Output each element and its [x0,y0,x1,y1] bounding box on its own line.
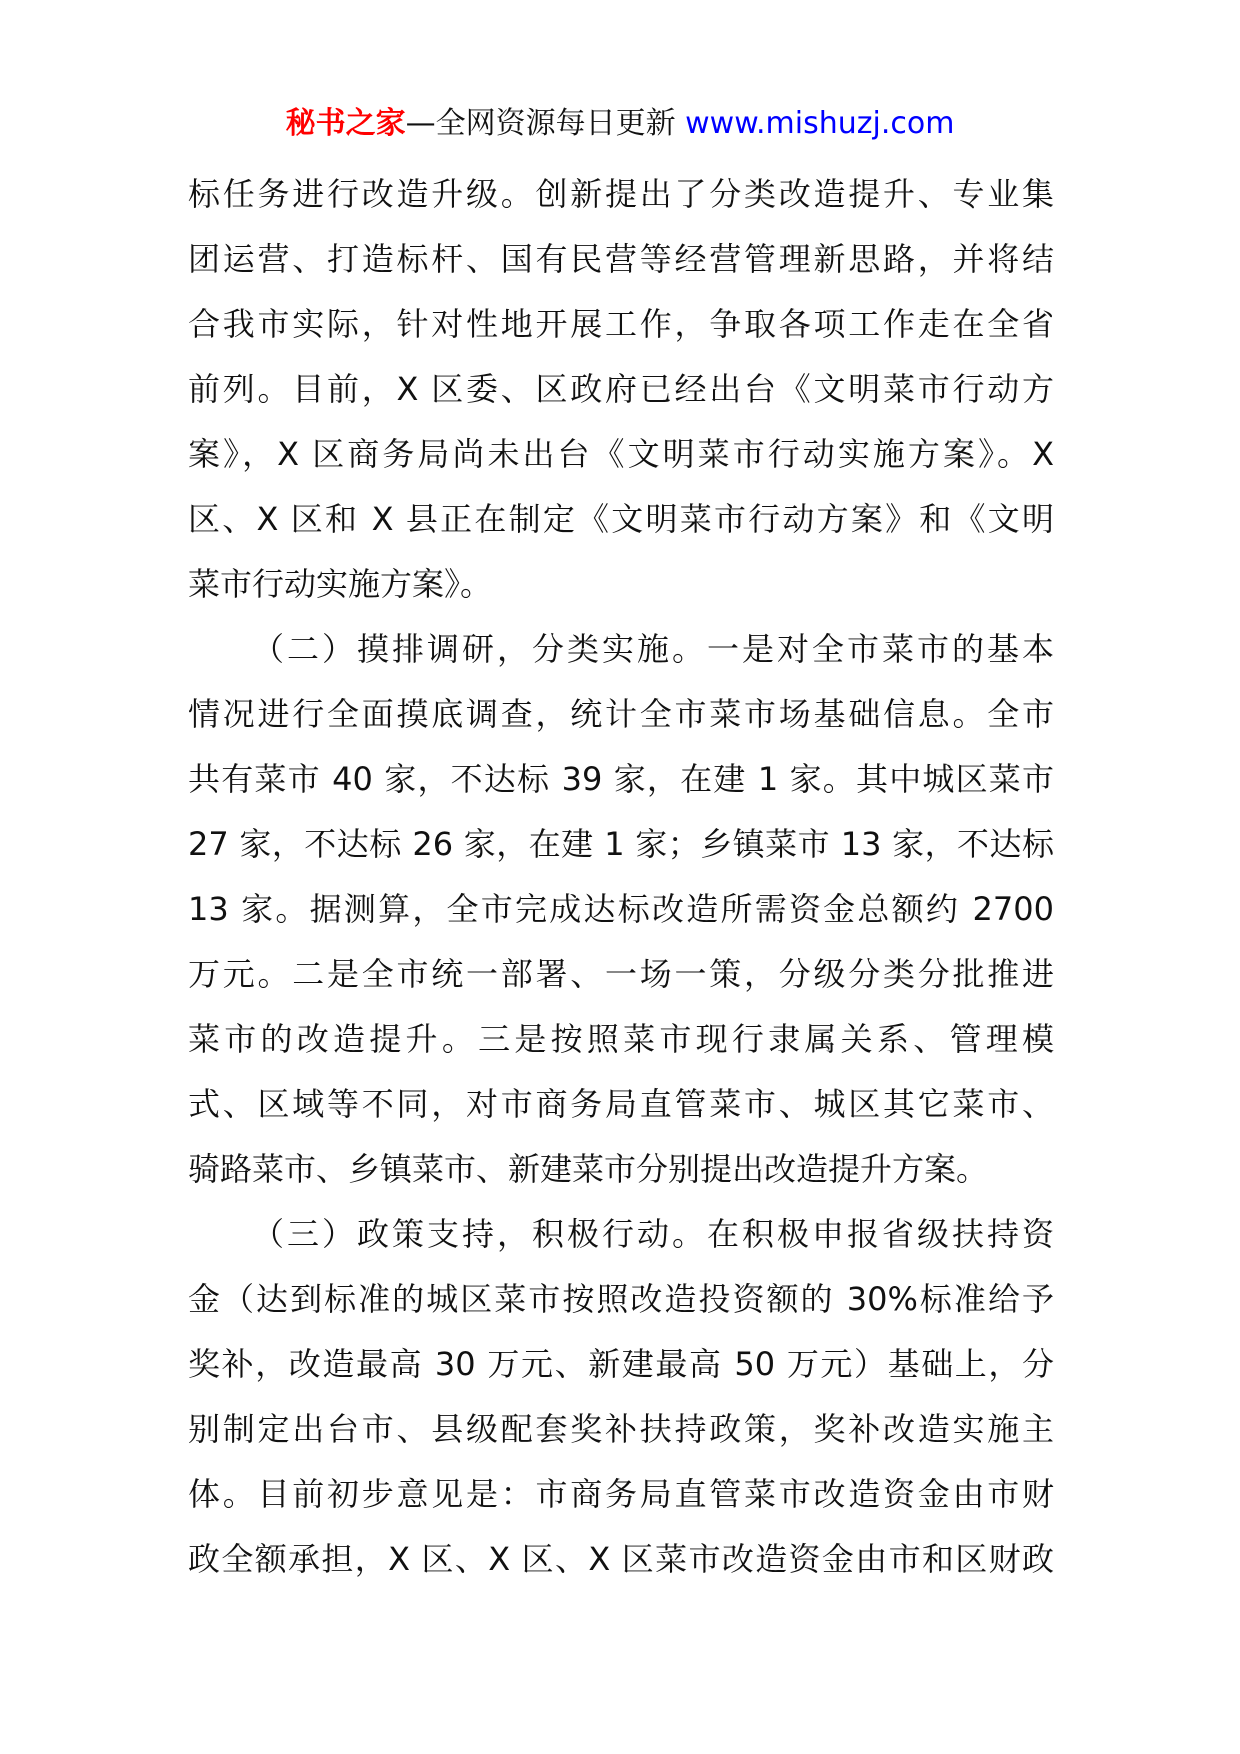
text-line: 团运营、打造标杆、国有民营等经营管理新思路，并将结 [188,240,1054,278]
text-line: 13 家。据测算，全市完成达标改造所需资金总额约 2700 [188,890,1054,928]
text-line: 奖补，改造最高 30 万元、新建最高 50 万元）基础上，分 [188,1345,1054,1383]
header-url-link[interactable]: www.mishuzj.com [685,106,955,141]
text-line: 前列。目前，X 区委、区政府已经出台《文明菜市行动方 [188,370,1054,408]
text-line: 情况进行全面摸底调查，统计全市菜市场基础信息。全市 [188,695,1054,733]
text-line: 万元。二是全市统一部署、一场一策，分级分类分批推进 [188,955,1054,993]
text-line: 合我市实际，针对性地开展工作，争取各项工作走在全省 [188,305,1054,343]
page-header [0,104,1240,144]
text-line: 共有菜市 40 家，不达标 39 家，在建 1 家。其中城区菜市 [188,760,1054,798]
text-line: 骑路菜市、乡镇菜市、新建菜市分别提出改造提升方案。 [188,1150,989,1188]
text-line: 别制定出台市、县级配套奖补扶持政策，奖补改造实施主 [188,1410,1054,1448]
text-line: 标任务进行改造升级。创新提出了分类改造提升、专业集 [188,175,1054,213]
header-tagline: —全网资源每日更新 [405,106,686,141]
text-line: 菜市的改造提升。三是按照菜市现行隶属关系、管理模 [188,1020,1054,1058]
text-line: 案》，X 区商务局尚未出台《文明菜市行动实施方案》。X [188,435,1054,473]
document-body [188,162,1054,1592]
header-brand: 秘书之家 [285,106,406,141]
text-line: 27 家，不达标 26 家，在建 1 家；乡镇菜市 13 家，不达标 [188,825,1054,863]
text-line: 体。目前初步意见是：市商务局直管菜市改造资金由市财 [188,1475,1054,1513]
text-line: （二）摸排调研，分类实施。一是对全市菜市的基本 [252,630,1054,668]
text-line: 金（达到标准的城区菜市按照改造投资额的 30%标准给予 [188,1280,1054,1318]
text-line: 政全额承担，X 区、X 区、X 区菜市改造资金由市和区财政 [188,1540,1054,1578]
text-line: 式、区域等不同，对市商务局直管菜市、城区其它菜市、 [188,1085,1054,1123]
text-line: （三）政策支持，积极行动。在积极申报省级扶持资 [252,1215,1054,1253]
text-line: 菜市行动实施方案》。 [188,565,493,603]
text-line: 区、X 区和 X 县正在制定《文明菜市行动方案》和《文明 [188,500,1054,538]
